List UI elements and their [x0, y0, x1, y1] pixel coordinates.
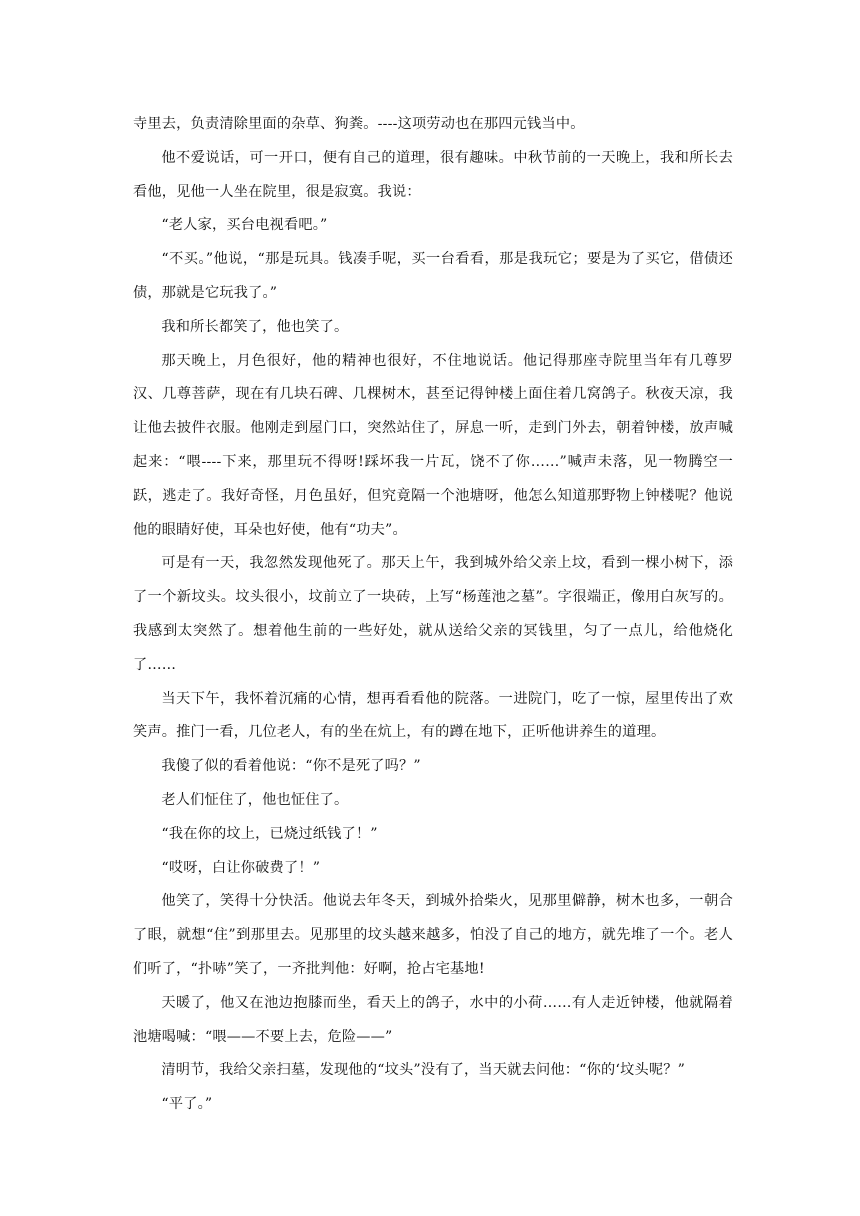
paragraph-2: 他不爱说话，可一开口，便有自己的道理，很有趣味。中秋节前的一天晚上，我和所长去看他，见他一人坐在院里，很是寂寞。我说：	[133, 149, 733, 200]
paragraph-9: 我傻了似的看着他说：“你不是死了吗？”	[161, 758, 421, 775]
paragraph-6: 那天晚上，月色很好，他的精神也很好，不住地说话。他记得那座寺院里当年有几尊罗汉、几尊菩萨，现在有几块石碑、几棵树木，甚至记得钟楼上面住着几窝鸽子。秋夜天凉，我让他去披件衣服。他刚走到屋门口，突然站住了，屏息一听，走到门外去，朝着钟楼，放声喊起来：“喂----下来，那里玩不得呀!踩坏我一片瓦，饶不了你……”喊声未落，见一物腾空一跃，逃走了。我好奇怪，月色虽好，但究竟隔一个池塘呀，他怎么知道那野物上钟楼呢？他说他的眼睛好使，耳朵也好使，他有“功夫”。	[133, 352, 733, 538]
paragraph-7: 可是有一天，我忽然发现他死了。那天上午，我到城外给父亲上坟，看到一棵小树下，添了一个新坟头。坟头很小，坟前立了一块砖，上写“杨莲池之墓”。字很端正，像用白灰写的。我感到太突然了。想着他生前的一些好处，就从送给父亲的冥钱里，匀了一点儿，给他烧化了……	[133, 555, 733, 673]
paragraph-13: 他笑了，笑得十分快活。他说去年冬天，到城外拾柴火，见那里僻静，树木也多，一朝合了眼，就想“住”到那里去。见那里的坟头越来越多，怕没了自己的地方，就先堆了一个。老人们听了，“扑哧”笑了，一齐批判他：好啊，抢占宅基地!	[133, 893, 733, 977]
paragraph-4: “不买。”他说，“那是玩具。钱凑手呢，买一台看看，那是我玩它；要是为了买它，借债还债，那就是它玩我了。”	[133, 251, 733, 301]
paragraph-5: 我和所长都笑了，他也笑了。	[161, 318, 349, 335]
paragraph-3: “老人家，买台电视看吧。”	[161, 217, 328, 234]
document-body	[133, 108, 733, 1122]
paragraph-10: 老人们怔住了，他也怔住了。	[161, 791, 349, 808]
paragraph-15: 清明节，我给父亲扫墓，发现他的“坟头”没有了，当天就去问他：“你的‘坟头呢？”	[161, 1062, 686, 1079]
paragraph-1: 寺里去，负责清除里面的杂草、狗粪。----这项劳动也在那四元钱当中。	[133, 116, 585, 132]
paragraph-14: 天暖了，他又在池边抱膝而坐，看天上的鸽子，水中的小荷……有人走近钟楼，他就隔着池塘喝喊：“喂——不要上去，危险——”	[133, 994, 733, 1045]
paragraph-11: “我在你的坟上，已烧过纸钱了！”	[161, 825, 378, 842]
paragraph-8: 当天下午，我怀着沉痛的心情，想再看看他的院落。一进院门，吃了一惊，屋里传出了欢笑声。推门一看，几位老人，有的坐在炕上，有的蹲在地下，正听他讲养生的道理。	[133, 690, 733, 741]
paragraph-12: “哎呀，白让你破费了！”	[161, 859, 321, 876]
paragraph-16: “平了。”	[161, 1096, 213, 1113]
